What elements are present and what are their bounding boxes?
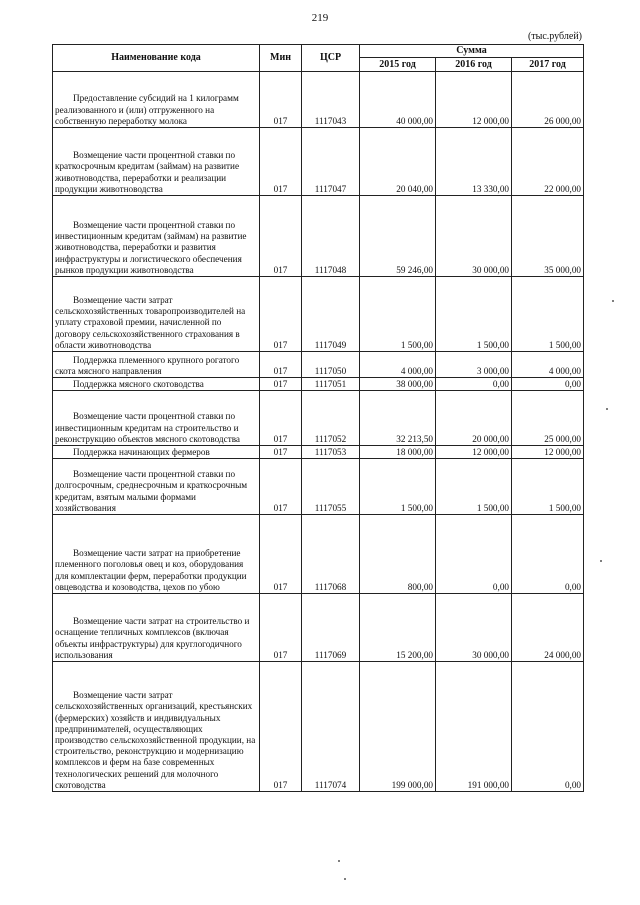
budget-table — [52, 44, 584, 792]
row-min: 017 — [260, 196, 302, 277]
row-name: Поддержка мясного скотоводства — [53, 378, 260, 391]
row-2017: 0,00 — [512, 515, 584, 594]
row-2016: 30 000,00 — [436, 196, 512, 277]
row-2016: 191 000,00 — [436, 662, 512, 792]
row-name: Поддержка начинающих фермеров — [53, 446, 260, 459]
header-year-2017: 2017 год — [512, 58, 584, 72]
row-2017: 0,00 — [512, 662, 584, 792]
header-min: Мин — [260, 45, 302, 72]
row-2016: 3 000,00 — [436, 352, 512, 378]
row-name: Возмещение части затрат сельскохозяйственных товаропроизводителей на уплату страховой премии, начисленной по договору сельскохозяйственного страхования в области животноводства — [53, 277, 260, 352]
row-csr: 1117049 — [302, 277, 360, 352]
row-2016: 12 000,00 — [436, 446, 512, 459]
header-year-2016: 2016 год — [436, 58, 512, 72]
row-csr: 1117069 — [302, 594, 360, 662]
row-2015: 38 000,00 — [360, 378, 436, 391]
row-2015: 1 500,00 — [360, 459, 436, 515]
table-row — [53, 391, 584, 446]
row-2017: 22 000,00 — [512, 128, 584, 196]
row-2017: 1 500,00 — [512, 277, 584, 352]
row-min: 017 — [260, 459, 302, 515]
header-sum: Сумма — [360, 45, 584, 58]
row-name: Возмещение части процентной ставки по инвестиционным кредитам (займам) на развитие животноводства, переработки и развития инфраструктуры и логистического обеспечения рынков продукции животноводства — [53, 196, 260, 277]
scan-speck — [338, 860, 340, 862]
row-min: 017 — [260, 128, 302, 196]
table-row — [53, 446, 584, 459]
row-csr: 1117051 — [302, 378, 360, 391]
row-name: Предоставление субсидий на 1 килограмм реализованного и (или) отгруженного на собственную переработку молока — [53, 72, 260, 128]
row-min: 017 — [260, 515, 302, 594]
row-2016: 12 000,00 — [436, 72, 512, 128]
page-number: 219 — [311, 12, 329, 24]
row-min: 017 — [260, 446, 302, 459]
row-csr: 1117053 — [302, 446, 360, 459]
row-min: 017 — [260, 391, 302, 446]
row-name: Поддержка племенного крупного рогатого скота мясного направления — [53, 352, 260, 378]
row-csr: 1117048 — [302, 196, 360, 277]
row-csr: 1117068 — [302, 515, 360, 594]
row-2016: 0,00 — [436, 378, 512, 391]
table-row — [53, 594, 584, 662]
row-2015: 59 246,00 — [360, 196, 436, 277]
table-row — [53, 72, 584, 128]
row-min: 017 — [260, 72, 302, 128]
row-2016: 1 500,00 — [436, 459, 512, 515]
units-note: (тыс.рублей) — [527, 31, 582, 42]
table-row — [53, 662, 584, 792]
table-row — [53, 459, 584, 515]
row-2015: 15 200,00 — [360, 594, 436, 662]
row-2016: 20 000,00 — [436, 391, 512, 446]
table-row — [53, 128, 584, 196]
row-csr: 1117074 — [302, 662, 360, 792]
table-row — [53, 352, 584, 378]
header-csr: ЦСР — [302, 45, 360, 72]
row-2015: 40 000,00 — [360, 72, 436, 128]
row-2015: 800,00 — [360, 515, 436, 594]
row-2015: 32 213,50 — [360, 391, 436, 446]
row-2016: 30 000,00 — [436, 594, 512, 662]
row-min: 017 — [260, 352, 302, 378]
row-csr: 1117047 — [302, 128, 360, 196]
row-2017: 1 500,00 — [512, 459, 584, 515]
table-body — [53, 72, 584, 792]
row-name: Возмещение части процентной ставки по инвестиционным кредитам на строительство и реконструкцию объектов мясного скотоводства — [53, 391, 260, 446]
row-2017: 26 000,00 — [512, 72, 584, 128]
header-name: Наименование кода — [53, 45, 260, 72]
row-2017: 25 000,00 — [512, 391, 584, 446]
row-2017: 0,00 — [512, 378, 584, 391]
table-row — [53, 196, 584, 277]
table-header — [53, 45, 584, 72]
row-min: 017 — [260, 277, 302, 352]
row-2016: 13 330,00 — [436, 128, 512, 196]
table-row — [53, 515, 584, 594]
scan-speck — [600, 560, 602, 562]
row-min: 017 — [260, 378, 302, 391]
row-min: 017 — [260, 662, 302, 792]
row-2017: 24 000,00 — [512, 594, 584, 662]
row-csr: 1117050 — [302, 352, 360, 378]
row-csr: 1117052 — [302, 391, 360, 446]
row-min: 017 — [260, 594, 302, 662]
row-name: Возмещение части процентной ставки по долгосрочным, среднесрочным и краткосрочным кредитам, взятым малыми формами хозяйствования — [53, 459, 260, 515]
row-name: Возмещение части затрат сельскохозяйственных организаций, крестьянских (фермерских) хозяйств и индивидуальных предпринимателей, осуществляющих производство сельскохозяйственной продукции, на строительство, реконструкцию и модернизацию комплексов и ферм на базе современных технологических решений для молочного скотоводства — [53, 662, 260, 792]
scan-speck — [606, 408, 608, 410]
row-2015: 20 040,00 — [360, 128, 436, 196]
table-row — [53, 277, 584, 352]
header-year-2015: 2015 год — [360, 58, 436, 72]
scan-speck — [612, 300, 614, 302]
row-2016: 1 500,00 — [436, 277, 512, 352]
scan-speck — [344, 878, 346, 880]
row-name: Возмещение части затрат на строительство и оснащение тепличных комплексов (включая объекты инфраструктуры) для круглогодичного использования — [53, 594, 260, 662]
row-2015: 18 000,00 — [360, 446, 436, 459]
row-csr: 1117043 — [302, 72, 360, 128]
row-name: Возмещение части процентной ставки по краткосрочным кредитам (займам) на развитие животноводства, переработки и реализации продукции животноводства — [53, 128, 260, 196]
row-2015: 4 000,00 — [360, 352, 436, 378]
row-2017: 12 000,00 — [512, 446, 584, 459]
table-row — [53, 378, 584, 391]
row-2016: 0,00 — [436, 515, 512, 594]
row-2017: 35 000,00 — [512, 196, 584, 277]
row-name: Возмещение части затрат на приобретение племенного поголовья овец и коз, оборудования для комплектации ферм, переработки продукции овцеводства и козоводства, цехов по убою — [53, 515, 260, 594]
row-2015: 1 500,00 — [360, 277, 436, 352]
row-csr: 1117055 — [302, 459, 360, 515]
row-2017: 4 000,00 — [512, 352, 584, 378]
row-2015: 199 000,00 — [360, 662, 436, 792]
